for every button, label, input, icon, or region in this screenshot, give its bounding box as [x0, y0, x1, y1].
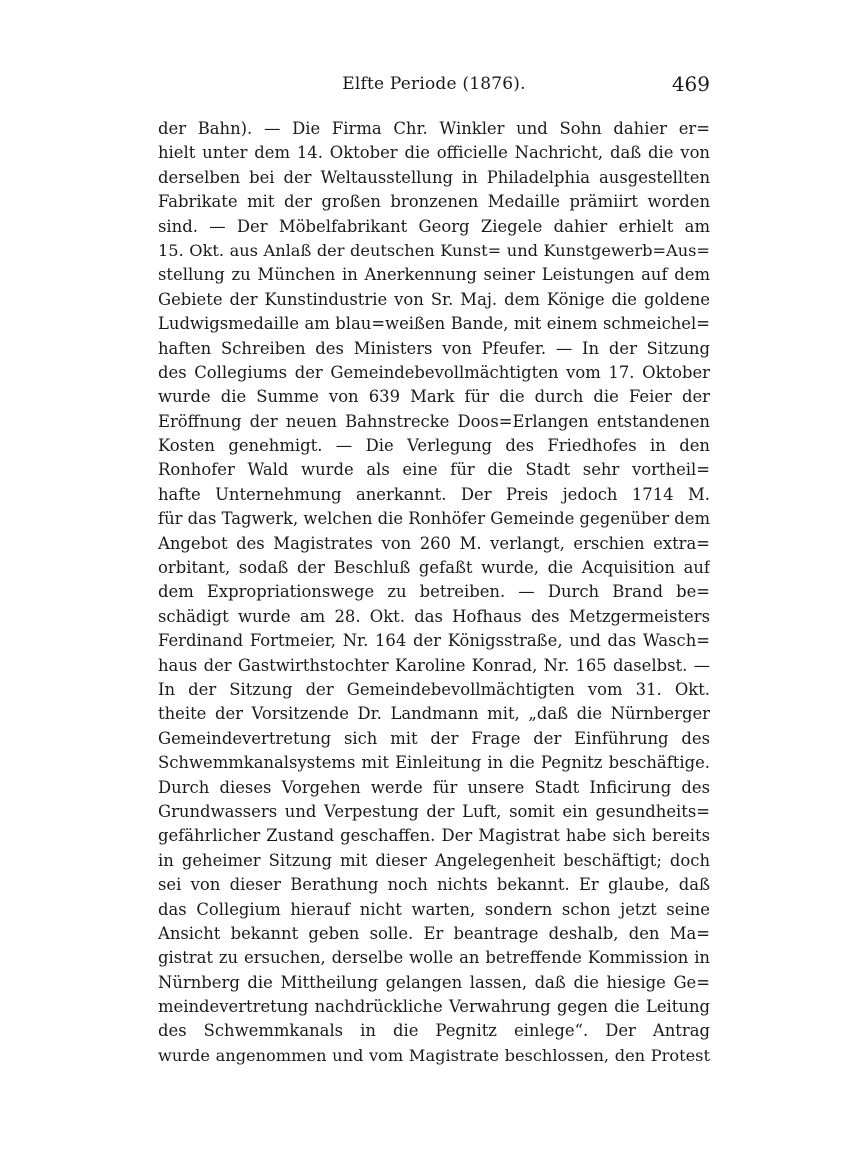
text-line: derselben bei der Weltausstellung in Philadelphia ausgestellten — [158, 167, 710, 187]
text-line: orbitant, sodaß der Beschluß gefaßt wurde, die Acquisition auf — [158, 558, 710, 578]
text-line: Fabrikate mit der großen bronzenen Medaille prämiirt worden — [158, 192, 710, 212]
text-line: Eröffnung der neuen Bahnstrecke Doos=Erlangen entstandenen — [158, 411, 710, 431]
text-line: hielt unter dem 14. Oktober die officielle Nachricht, daß die von — [158, 143, 710, 163]
text-line: dem Expropriationswege zu betreiben. — Durch Brand be= — [158, 582, 710, 602]
text-line: der Bahn). — Die Firma Chr. Winkler und Sohn dahier er= — [158, 119, 710, 138]
text-line: Ferdinand Fortmeier, Nr. 164 der Königsstraße, und das Wasch= — [158, 631, 710, 651]
text-line: Schwemmkanalsystems mit Einleitung in die Pegnitz beschäftige. — [158, 753, 710, 773]
text-line: Gebiete der Kunstindustrie von Sr. Maj. dem Könige die goldene — [158, 289, 710, 309]
text-line: Nürnberg die Mittheilung gelangen lassen, daß die hiesige Ge= — [158, 972, 710, 992]
text-line: In der Sitzung der Gemeindebevollmächtigten vom 31. Okt. — [158, 679, 710, 699]
running-title: Elfte Periode (1876). — [342, 74, 526, 94]
text-line: theite der Vorsitzende Dr. Landmann mit, „daß die Nürnberger — [158, 704, 710, 724]
text-line: 15. Okt. aus Anlaß der deutschen Kunst= und Kunstgewerb=Aus= — [158, 240, 710, 260]
text-line: wurde die Summe von 639 Mark für die durch die Feier der — [158, 387, 710, 407]
text-line: sei von dieser Berathung noch nichts bekannt. Er glaube, daß — [158, 875, 710, 895]
page-number: 469 — [671, 72, 710, 96]
text-line: in geheimer Sitzung mit dieser Angelegenheit beschäftigt; doch — [158, 850, 710, 870]
text-line: meindevertretung nachdrückliche Verwahrung gegen die Leitung — [158, 997, 710, 1017]
text-line: wurde angenommen und vom Magistrate beschlossen, den Protest — [158, 1045, 710, 1065]
text-line: Angebot des Magistrates von 260 M. verlangt, erschien extra= — [158, 533, 710, 553]
text-line: des Collegiums der Gemeindebevollmächtigten vom 17. Oktober — [158, 362, 710, 382]
text-line: des Schwemmkanals in die Pegnitz einlege“. Der Antrag — [158, 1021, 710, 1041]
text-line: sind. — Der Möbelfabrikant Georg Ziegele dahier erhielt am — [158, 216, 710, 236]
text-line: das Collegium hierauf nicht warten, sondern schon jetzt seine — [158, 899, 710, 919]
text-line: hafte Unternehmung anerkannt. Der Preis jedoch 1714 M. — [158, 484, 710, 504]
text-line: gistrat zu ersuchen, derselbe wolle an betreffende Kommission in — [158, 948, 710, 968]
text-line: Kosten genehmigt. — Die Verlegung des Friedhofes in den — [158, 436, 710, 456]
text-line: für das Tagwerk, welchen die Ronhöfer Gemeinde gegenüber dem — [158, 509, 710, 529]
text-line: stellung zu München in Anerkennung seiner Leistungen auf dem — [158, 265, 710, 285]
text-line: gefährlicher Zustand geschaffen. Der Magistrat habe sich bereits — [158, 826, 710, 846]
page-header — [158, 72, 710, 102]
text-line: Ronhofer Wald wurde als eine für die Stadt sehr vortheil= — [158, 460, 710, 480]
text-line: Ansicht bekannt geben solle. Er beantrage deshalb, den Ma= — [158, 923, 710, 943]
text-line: schädigt wurde am 28. Okt. das Hofhaus des Metzgermeisters — [158, 606, 710, 626]
text-line: Ludwigsmedaille am blau=weißen Bande, mit einem schmeichel= — [158, 314, 710, 334]
body-text — [158, 117, 710, 1068]
text-line: haus der Gastwirthstochter Karoline Konrad, Nr. 165 daselbst. — — [158, 655, 710, 675]
text-line: Grundwassers und Verpestung der Luft, somit ein gesundheits= — [158, 801, 710, 821]
text-line: Durch dieses Vorgehen werde für unsere Stadt Inficirung des — [158, 777, 710, 797]
text-line: haften Schreiben des Ministers von Pfeufer. — In der Sitzung — [158, 338, 710, 358]
text-line: Gemeindevertretung sich mit der Frage der Einführung des — [158, 728, 710, 748]
